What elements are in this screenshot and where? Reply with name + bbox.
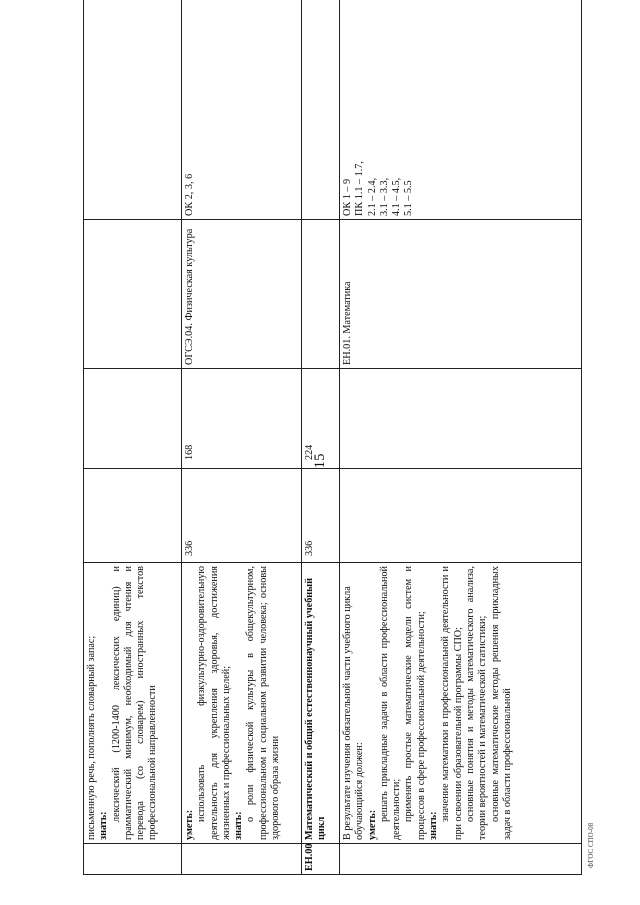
cycle-code-cell (340, 844, 582, 875)
competences-cell (84, 0, 182, 220)
requirements-cell (340, 563, 582, 844)
table-row (340, 0, 582, 875)
requirement-line: В результате изучения обязательной части учебного цикла обучающийся должен: (342, 586, 366, 840)
curriculum-table (83, 0, 582, 875)
requirement-line: письменную речь, пополнять словарный запас; (86, 635, 97, 840)
requirement-line: о роли физической культуры в общекультурном, профессиональном и социальном развитии человека; основы здорового образа жизни (245, 566, 282, 840)
table-row (84, 0, 182, 875)
max-load-cell (84, 469, 182, 563)
required-hours-cell: 224 (302, 369, 340, 469)
requirements-cell (84, 563, 182, 844)
discipline-cell (302, 220, 340, 369)
table-row (182, 0, 302, 875)
requirement-line: уметь: (184, 809, 195, 840)
requirement-line: основные математические методы решения прикладных задач в области профессиональной (489, 566, 513, 840)
requirement-line: знать: (428, 811, 440, 840)
requirement-line: использовать физкультурно-оздоровительную деятельность для укрепления здоровья, достижения жизненных и профессиональных целей; (196, 566, 232, 840)
competences-cell: ОК 2, 3, 6 (182, 0, 302, 220)
requirements-cell (182, 563, 302, 844)
discipline-cell: ОГСЭ.04. Физическая культура (182, 220, 302, 369)
table-row (302, 0, 340, 875)
requirement-line: уметь: (366, 809, 378, 840)
requirement-line: значение математики в профессиональной деятельности и при освоении образовательной программы СПО; (440, 566, 464, 840)
requirements-cell (302, 563, 340, 844)
discipline-cell (84, 220, 182, 369)
required-hours-cell (84, 369, 182, 469)
requirement-line: знать: (233, 811, 245, 840)
requirement-line: основные понятия и методы математического анализа, теории вероятностей и математической статистики; (464, 566, 489, 840)
requirement-line: Математический и общий естественнонаучный учебный цикл (304, 578, 328, 840)
requirement-line: знать: (98, 811, 110, 840)
requirement-line: применять простые математические модели систем и процессов в сфере профессиональной деятельности; (403, 566, 427, 840)
competences-cell (302, 0, 340, 220)
max-load-cell: 336 (182, 469, 302, 563)
page-number: 15 (312, 453, 328, 469)
footer-stamp: ФГОС СПО-08 (587, 822, 595, 868)
cycle-code-cell (182, 844, 302, 875)
max-load-cell: 336 (302, 469, 340, 563)
discipline-cell: ЕН.01. Математика (340, 220, 582, 369)
required-hours-cell: 168 (182, 369, 302, 469)
competences-cell: ОК 1 – 9 ПК 1.1 – 1.7, 2.1 – 2.4, 3.1 – 3.3, 4.1 – 4.5, 5.1 – 5.5 (340, 0, 582, 220)
required-hours-cell (340, 369, 582, 469)
max-load-cell (340, 469, 582, 563)
cycle-code-cell: ЕН.00 (302, 844, 340, 875)
requirement-line: решать прикладные задачи в области профессиональной деятельности; (378, 566, 403, 840)
cycle-code-cell (84, 844, 182, 875)
curriculum-table-wrapper (83, 37, 581, 875)
requirement-line: лексический (1200-1400 лексических единиц) и грамматический минимум, необходимый для чтения и перевода (со словарем) иностранных текстов профессиональной направленности (110, 566, 159, 840)
